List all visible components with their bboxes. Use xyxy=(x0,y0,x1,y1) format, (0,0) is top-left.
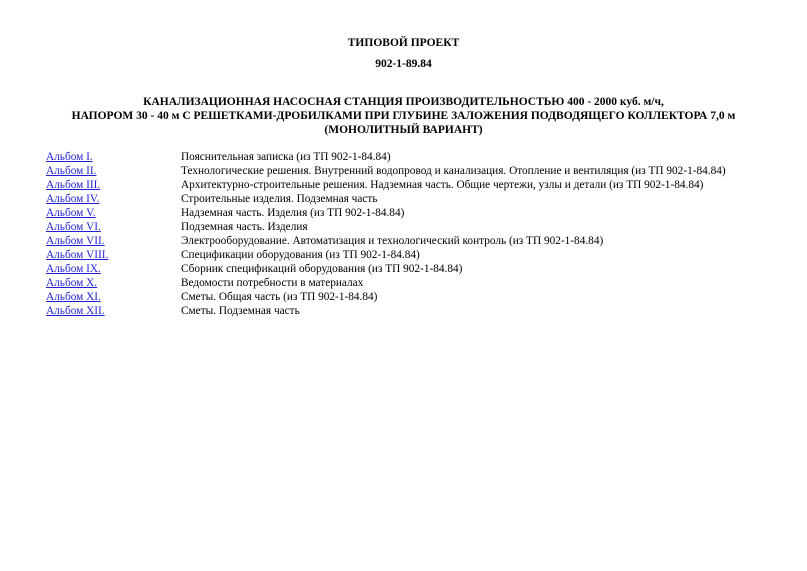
album-description-3: Архитектурно-строительные решения. Надземная часть. Общие чертежи, узлы и детали (из ТП 902-1-84.84) xyxy=(181,179,704,191)
album-row-2 xyxy=(46,164,786,178)
title-line-3: (МОНОЛИТНЫЙ ВАРИАНТ) xyxy=(324,124,483,136)
album-link-9[interactable]: Альбом IX. xyxy=(46,263,101,275)
album-row-3 xyxy=(46,178,786,192)
album-description-4: Строительные изделия. Подземная часть xyxy=(181,193,378,205)
album-link-7[interactable]: Альбом VII. xyxy=(46,235,105,247)
album-description-9: Сборник спецификаций оборудования (из ТП 902-1-84.84) xyxy=(181,263,463,275)
album-row-4 xyxy=(46,192,786,206)
album-description-1: Пояснительная записка (из ТП 902-1-84.84) xyxy=(181,151,391,163)
album-description-10: Ведомости потребности в материалах xyxy=(181,277,364,289)
album-description-12: Сметы. Подземная часть xyxy=(181,305,300,317)
album-link-2[interactable]: Альбом II. xyxy=(46,165,97,177)
album-description-6: Подземная часть. Изделия xyxy=(181,221,308,233)
album-description-8: Спецификации оборудования (из ТП 902-1-84.84) xyxy=(181,249,420,261)
album-link-8[interactable]: Альбом VIII. xyxy=(46,249,109,261)
title-line-1: КАНАЛИЗАЦИОННАЯ НАСОСНАЯ СТАНЦИЯ ПРОИЗВОДИТЕЛЬНОСТЬЮ 400 - 2000 куб. м/ч, xyxy=(143,96,664,108)
album-row-9 xyxy=(46,262,786,276)
album-link-4[interactable]: Альбом IV. xyxy=(46,193,100,205)
album-row-11 xyxy=(46,290,786,304)
album-description-5: Надземная часть. Изделия (из ТП 902-1-84.84) xyxy=(181,207,405,219)
album-description-11: Сметы. Общая часть (из ТП 902-1-84.84) xyxy=(181,291,378,303)
project-title xyxy=(0,95,807,137)
album-row-5 xyxy=(46,206,786,220)
album-link-3[interactable]: Альбом III. xyxy=(46,179,101,191)
project-label: ТИПОВОЙ ПРОЕКТ xyxy=(347,37,460,49)
album-link-11[interactable]: Альбом XI. xyxy=(46,291,101,303)
album-row-10 xyxy=(46,276,786,290)
album-row-6 xyxy=(46,220,786,234)
album-description-2: Технологические решения. Внутренний водопровод и канализация. Отопление и вентиляция (из ТП 902-1-84.84) xyxy=(181,165,726,177)
album-link-10[interactable]: Альбом X. xyxy=(46,277,98,289)
album-list xyxy=(46,150,786,318)
album-row-8 xyxy=(46,248,786,262)
album-row-1 xyxy=(46,150,786,164)
album-row-7 xyxy=(46,234,786,248)
album-link-12[interactable]: Альбом XII. xyxy=(46,305,105,317)
album-link-5[interactable]: Альбом V. xyxy=(46,207,96,219)
title-line-2: НАПОРОМ 30 - 40 м С РЕШЕТКАМИ-ДРОБИЛКАМИ ПРИ ГЛУБИНЕ ЗАЛОЖЕНИЯ ПОДВОДЯЩЕГО КОЛЛЕКТОРА 7,0 м xyxy=(71,110,736,122)
album-link-6[interactable]: Альбом VI. xyxy=(46,221,101,233)
album-row-12 xyxy=(46,304,786,318)
album-link-1[interactable]: Альбом I. xyxy=(46,151,93,163)
project-number: 902-1-89.84 xyxy=(375,58,432,70)
album-description-7: Электрооборудование. Автоматизация и технологический контроль (из ТП 902-1-84.84) xyxy=(181,235,604,247)
